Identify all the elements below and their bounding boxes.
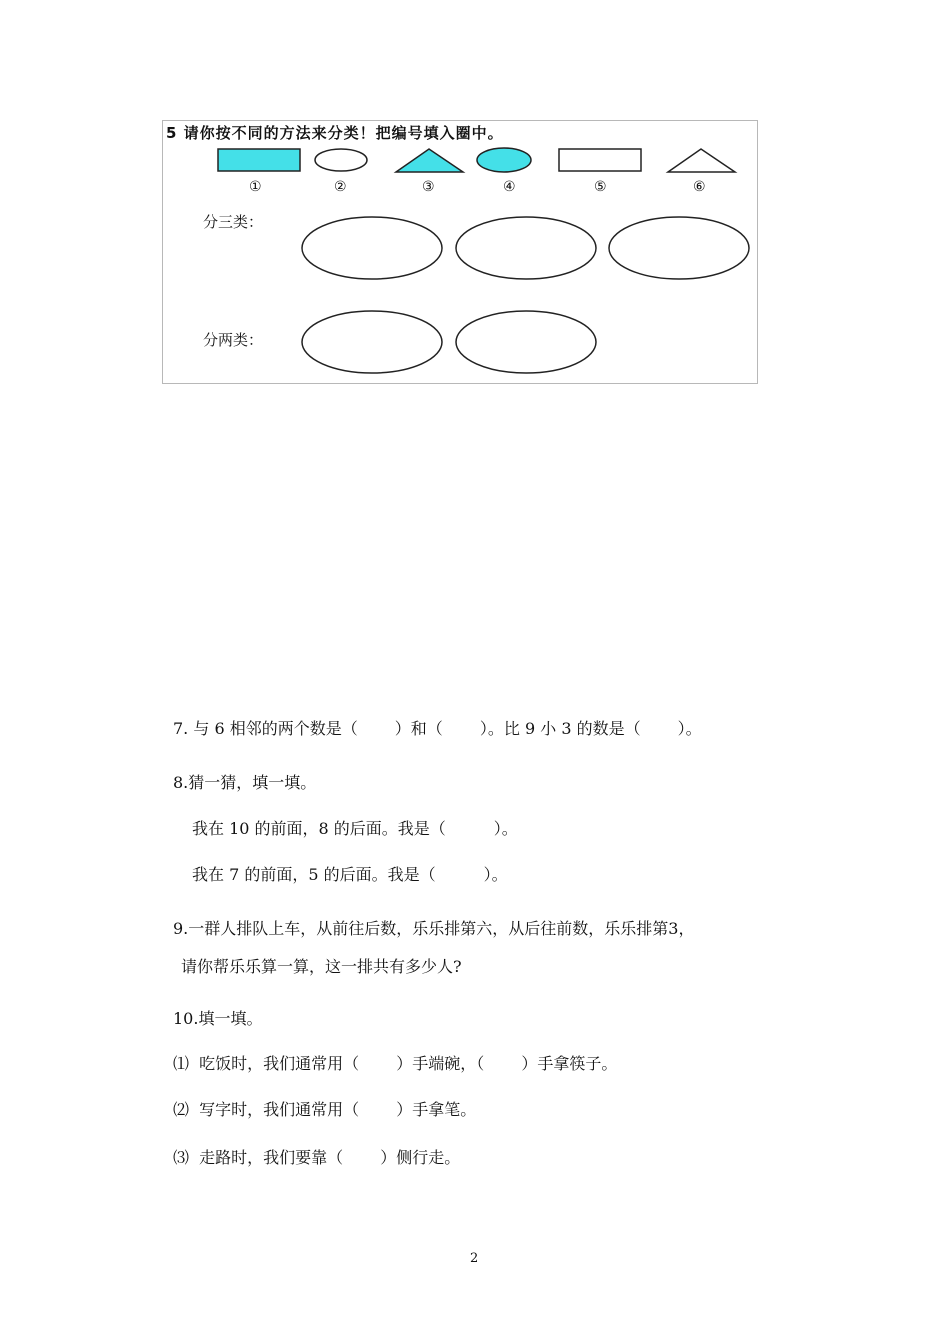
figure-title: 5 请你按不同的方法来分类！把编号填入圈中。 (166, 124, 504, 142)
page-number: 2 (470, 1251, 479, 1266)
shape-number-1: ① (249, 179, 262, 195)
question-9-line-2: 请你帮乐乐算一算，这一排共有多少人? (181, 957, 462, 976)
answer-circle-two-1[interactable] (302, 311, 442, 373)
shape-6-triangle (668, 149, 735, 172)
answer-circle-three-1[interactable] (302, 217, 442, 279)
label-two-categories: 分两类： (203, 331, 264, 349)
question-8-line-1: 我在 10 的前面，8 的后面。我是（ ）。 (192, 819, 518, 838)
question-8-title: 8.猜一猜，填一填。 (173, 773, 317, 792)
shape-3-filled-triangle (396, 149, 463, 172)
shape-1-filled-rectangle (218, 149, 300, 171)
label-three-categories: 分三类： (203, 213, 264, 231)
question-10-item-3: ⑶ 走路时，我们要靠（ ）侧行走。 (173, 1148, 461, 1167)
question-8-line-2: 我在 7 的前面，5 的后面。我是（ ）。 (192, 865, 508, 884)
shape-5-rectangle (559, 149, 641, 171)
shape-number-3: ③ (422, 179, 435, 195)
classification-figure (162, 120, 758, 384)
question-7: 7. 与 6 相邻的两个数是（ ）和（ ）。比 9 小 3 的数是（ ）。 (173, 719, 702, 738)
question-10-item-2: ⑵ 写字时，我们通常用（ ）手拿笔。 (173, 1100, 477, 1119)
shape-number-2: ② (334, 179, 347, 195)
shape-number-5: ⑤ (594, 179, 607, 195)
answer-circle-three-2[interactable] (456, 217, 596, 279)
shape-number-4: ④ (503, 179, 516, 195)
answer-circle-two-2[interactable] (456, 311, 596, 373)
shape-4-filled-ellipse (477, 148, 531, 172)
question-10-title: 10.填一填。 (173, 1009, 263, 1028)
answer-circle-three-3[interactable] (609, 217, 749, 279)
question-10-item-1: ⑴ 吃饭时，我们通常用（ ）手端碗，（ ）手拿筷子。 (173, 1054, 618, 1073)
question-9-line-1: 9.一群人排队上车，从前往后数，乐乐排第六，从后往前数，乐乐排第3， (173, 919, 695, 938)
shape-number-6: ⑥ (693, 179, 706, 195)
shape-2-ellipse (315, 149, 367, 171)
